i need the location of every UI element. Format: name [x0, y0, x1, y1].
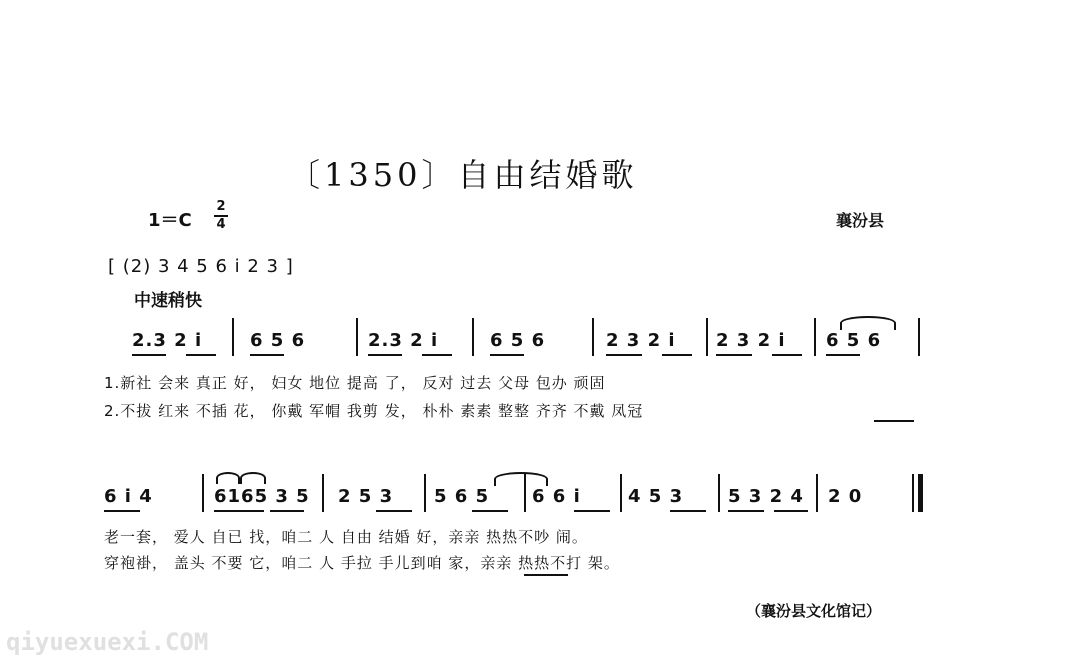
- measure-notes: 2 5 3: [338, 486, 394, 507]
- barline: [816, 474, 818, 512]
- measure-notes: 2.3 2 i: [132, 330, 203, 351]
- barline: [718, 474, 720, 512]
- time-signature-bottom: 4: [216, 217, 226, 232]
- key-signature: 1＝C: [148, 210, 192, 231]
- beam-underline: [490, 354, 524, 356]
- beam-underline: [250, 354, 284, 356]
- measure-notes: 2 3 2 i: [606, 330, 676, 351]
- prelude-notation: [ (2) 3 4 5 6 i 2 3 ]: [108, 256, 294, 277]
- song-title: 〔1350〕自由结婚歌: [288, 156, 638, 194]
- barline: [918, 318, 920, 356]
- beam-underline: [472, 510, 508, 512]
- measure-notes: 4 5 3: [628, 486, 684, 507]
- beam-underline: [104, 510, 140, 512]
- beam-underline: [132, 354, 166, 356]
- barline: [620, 474, 622, 512]
- slur-mark: [494, 472, 548, 486]
- measure-notes: 6 5 6: [490, 330, 546, 351]
- barline: [472, 318, 474, 356]
- slur-mark: [216, 472, 240, 484]
- barline: [202, 474, 204, 512]
- barline: [322, 474, 324, 512]
- beam-underline: [826, 354, 860, 356]
- measure-notes: 6165 3 5: [214, 486, 310, 507]
- beam-underline: [728, 510, 764, 512]
- barline: [912, 474, 914, 512]
- lyric-verse-1: 1.新社 会来 真正 好， 妇女 地位 提高 了， 反对 过去 父母 包办 顽固: [104, 374, 606, 392]
- measure-notes: 6 i 4: [104, 486, 153, 507]
- site-watermark: qiyuexuexi.COM: [6, 628, 209, 656]
- barline: [232, 318, 234, 356]
- beam-underline: [670, 510, 706, 512]
- slur-mark: [840, 316, 896, 330]
- barline: [814, 318, 816, 356]
- measure-notes: 6 5 6: [826, 330, 882, 351]
- measure-notes: 5 3 2 4: [728, 486, 804, 507]
- tempo-marking: 中速稍快: [134, 291, 202, 311]
- region-label: 襄汾县: [836, 211, 885, 230]
- beam-underline: [662, 354, 692, 356]
- beam-underline: [574, 510, 610, 512]
- measure-notes: 5 6 5: [434, 486, 490, 507]
- time-signature: [214, 200, 228, 232]
- beam-underline: [270, 510, 304, 512]
- beam-underline: [422, 354, 452, 356]
- beam-underline: [606, 354, 642, 356]
- beam-underline: [214, 510, 264, 512]
- lyric-verse-2: 2.不拔 红来 不插 花， 你戴 军帽 我剪 发， 朴朴 素素 整整 齐齐 不戴 凤冠: [104, 402, 644, 420]
- measure-notes: 2.3 2 i: [368, 330, 439, 351]
- final-barline: [918, 474, 923, 512]
- beam-underline: [368, 354, 402, 356]
- time-signature-top: 2: [216, 199, 226, 214]
- barline: [706, 318, 708, 356]
- source-credit: （襄汾县文化馆记）: [746, 602, 882, 620]
- beam-underline: [774, 510, 808, 512]
- barline: [592, 318, 594, 356]
- measure-notes: 2 3 2 i: [716, 330, 786, 351]
- lyric-verse-1: 老一套， 爱人 自已 找，咱二 人 自由 结婚 好，亲亲 热热不吵 闹。: [104, 528, 588, 546]
- measure-notes: 6 6 i: [532, 486, 581, 507]
- beam-underline: [186, 354, 216, 356]
- measure-notes: 2 0: [828, 486, 863, 507]
- lyric-verse-2: 穿袍褂， 盖头 不要 它，咱二 人 手拉 手儿到咱 家，亲亲 热热不打 架。: [104, 554, 620, 572]
- lyric-underline: [524, 574, 568, 576]
- barline: [424, 474, 426, 512]
- slur-mark: [240, 472, 266, 484]
- beam-underline: [716, 354, 752, 356]
- beam-underline: [772, 354, 802, 356]
- lyric-underline: [874, 420, 914, 422]
- beam-underline: [376, 510, 412, 512]
- measure-notes: 6 5 6: [250, 330, 306, 351]
- barline: [356, 318, 358, 356]
